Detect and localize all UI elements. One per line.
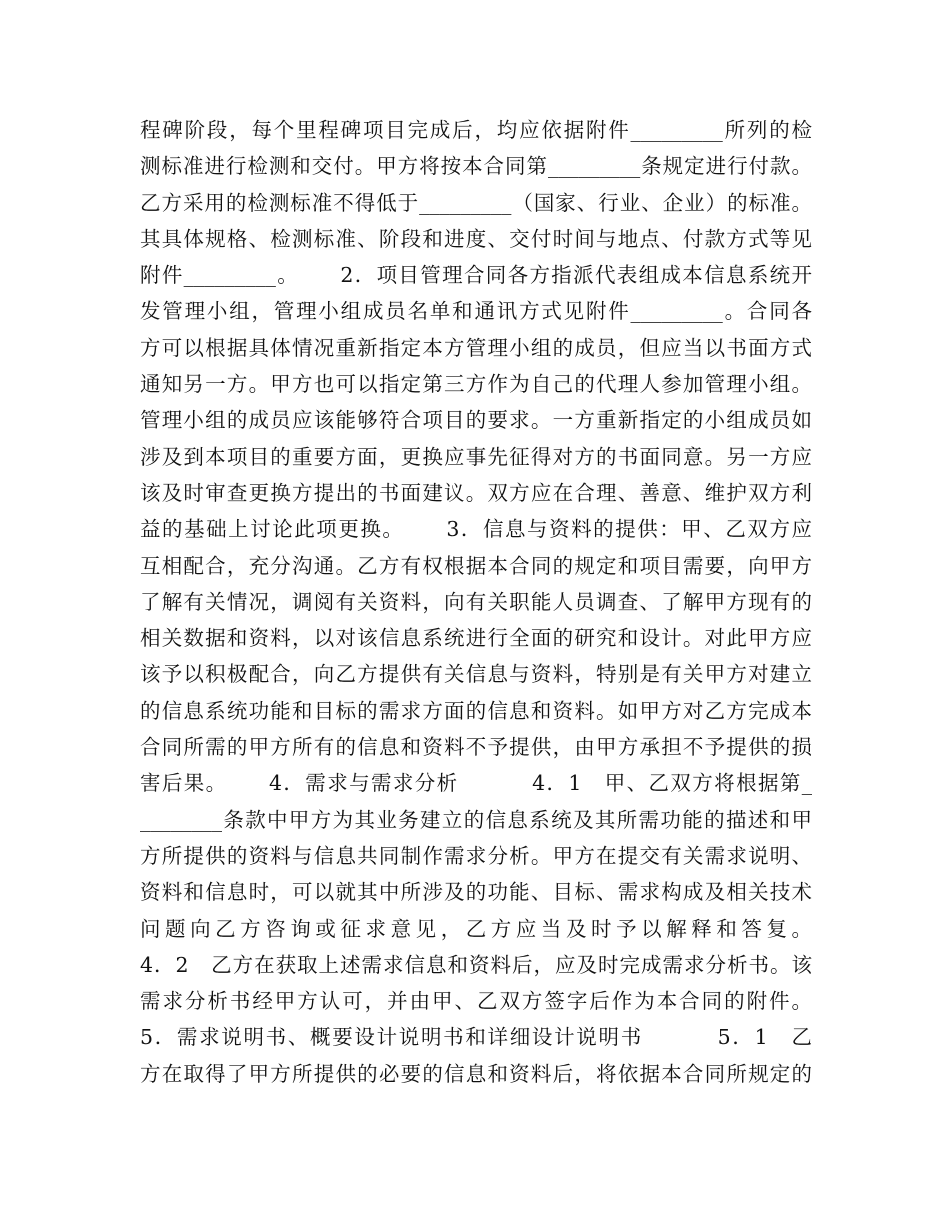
text-line: 涉及到本项目的重要方面，更换应事先征得对方的书面同意。另一方应 xyxy=(140,444,812,469)
text-line: 的信息系统功能和目标的需求方面的信息和资料。如甲方对乙方完成本 xyxy=(140,698,812,723)
text-line: 资料和信息时，可以就其中所涉及的功能、目标、需求构成及相关技术 xyxy=(140,880,812,905)
text-line: 了解有关情况，调阅有关资料，向有关职能人员调查、了解甲方现有的 xyxy=(140,589,812,614)
text-line: 需求分析书经甲方认可，并由甲、乙双方签字后作为本合同的附件。 xyxy=(140,989,812,1014)
text-line: 方在取得了甲方所提供的必要的信息和资料后，将依据本合同所规定的 xyxy=(140,1061,812,1086)
text-line: 该予以积极配合，向乙方提供有关信息与资料，特别是有关甲方对建立 xyxy=(140,662,812,687)
text-line: 5．需求说明书、概要设计说明书和详细设计说明书 5．1 乙 xyxy=(140,1025,812,1050)
text-line: 该及时审查更换方提出的书面建议。双方应在合理、善意、维护双方利 xyxy=(140,480,812,505)
text-line: 管理小组的成员应该能够符合项目的要求。一方重新指定的小组成员如 xyxy=(140,408,812,433)
text-line: 程碑阶段，每个里程碑项目完成后，均应依据附件_________所列的检 xyxy=(140,118,812,142)
text-line: 附件_________。 2．项目管理合同各方指派代表组成本信息系统开 xyxy=(140,263,812,288)
text-line: 方所提供的资料与信息共同制作需求分析。甲方在提交有关需求说明、 xyxy=(140,843,812,868)
text-line: 互相配合，充分沟通。乙方有权根据本合同的规定和项目需要，向甲方 xyxy=(140,553,812,578)
text-line: 发管理小组，管理小组成员名单和通讯方式见附件_________。合同各 xyxy=(140,299,812,324)
text-line: ________条款中甲方为其业务建立的信息系统及其所需功能的描述和甲 xyxy=(140,807,812,832)
text-line: 害后果。 4．需求与需求分析 4．1 甲、乙双方将根据第_ xyxy=(140,771,812,796)
text-line: 乙方采用的检测标准不得低于_________（国家、行业、企业）的标准。 xyxy=(140,190,812,215)
text-line: 问题向乙方咨询或征求意见，乙方应当及时予以解释和答复。 xyxy=(140,916,812,941)
text-line: 通知另一方。甲方也可以指定第三方作为自己的代理人参加管理小组。 xyxy=(140,372,812,397)
text-line: 益的基础上讨论此项更换。 3．信息与资料的提供：甲、乙双方应 xyxy=(140,517,812,542)
text-line: 合同所需的甲方所有的信息和资料不予提供，由甲方承担不予提供的损 xyxy=(140,735,812,760)
text-line: 4．2 乙方在获取上述需求信息和资料后，应及时完成需求分析书。该 xyxy=(140,952,812,977)
text-line: 测标准进行检测和交付。甲方将按本合同第_________条规定进行付款。 xyxy=(140,154,812,179)
text-line: 其具体规格、检测标准、阶段和进度、交付时间与地点、付款方式等见 xyxy=(140,226,812,251)
contract-body-text xyxy=(140,112,812,1092)
text-line: 相关数据和资料，以对该信息系统进行全面的研究和设计。对此甲方应 xyxy=(140,626,812,651)
text-line: 方可以根据具体情况重新指定本方管理小组的成员，但应当以书面方式 xyxy=(140,335,812,360)
